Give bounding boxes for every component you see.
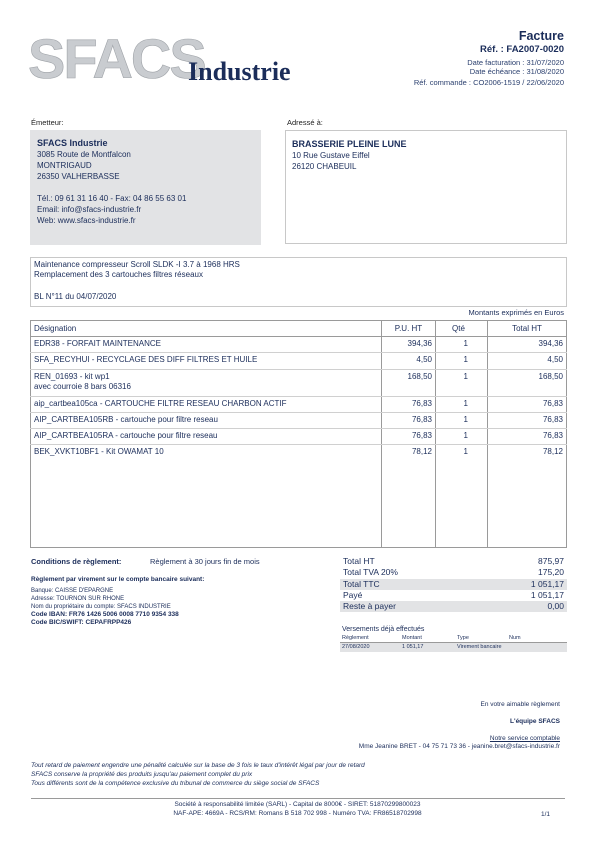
issuer-label: Émetteur: xyxy=(31,118,64,127)
issuer-address-line: MONTRIGAUD xyxy=(37,161,92,170)
total-row xyxy=(340,579,567,590)
issuer-email: Email: info@sfacs-industrie.fr xyxy=(37,205,142,214)
recipient-name: BRASSERIE PLEINE LUNE xyxy=(292,139,407,149)
accounting-service: Notre service comptable xyxy=(489,735,560,742)
issuer-box xyxy=(30,130,261,245)
column-header-unit-price: P.U. HT xyxy=(382,321,436,337)
payments-header: Type xyxy=(455,635,507,643)
cell-quantity: 1 xyxy=(436,445,488,548)
cell-quantity: 1 xyxy=(436,370,488,397)
accounting-contact: Mme Jeanine BRET - 04 75 71 73 36 - jeanine.bret@sfacs-industrie.fr xyxy=(358,743,560,750)
cell-quantity: 1 xyxy=(436,397,488,413)
document-title: Facture xyxy=(518,29,564,43)
column-header-designation: Désignation xyxy=(31,321,382,337)
footer-divider xyxy=(31,798,565,799)
cell-total: 76,83 xyxy=(488,429,567,445)
recipient-address-line: 10 Rue Gustave Eiffel xyxy=(292,151,370,160)
payments-header-row xyxy=(340,635,567,643)
cell-unit-price: 4,50 xyxy=(382,353,436,370)
total-value: 175,20 xyxy=(538,567,564,578)
total-row xyxy=(340,567,567,578)
issuer-address-line: 26350 VALHERBASSE xyxy=(37,172,120,181)
total-value: 1 051,17 xyxy=(478,579,567,590)
legal-mention: SFACS conserve la propriété des produits jusqu'au paiement complet du prix xyxy=(31,771,253,778)
due-date: Date échéance : 31/08/2020 xyxy=(469,67,564,76)
table-row xyxy=(31,353,567,370)
cell-unit-price: 394,36 xyxy=(382,337,436,353)
invoice-reference: Réf. : FA2007-0020 xyxy=(480,44,564,55)
payment-terms-label: Conditions de règlement: xyxy=(31,557,122,566)
payments-header: Règlement xyxy=(340,635,400,643)
cell-designation: AIP_CARTBEA105RA - cartouche pour filtre reseau xyxy=(31,429,382,445)
table-row xyxy=(31,429,567,445)
bank-transfer-title: Règlement par virement sur le compte bancaire suivant: xyxy=(31,576,205,583)
object-line: Remplacement des 3 cartouches filtres réseaux xyxy=(34,270,203,279)
recipient-address-line: 26120 CHABEUIL xyxy=(292,162,357,171)
recipient-label: Adressé à: xyxy=(287,118,323,127)
legal-mention: Tous différents sont de la compétence exclusive du tribunal de commerce du siège social de SFACS xyxy=(31,780,320,787)
closing-greeting: En votre aimable règlement xyxy=(480,701,560,708)
total-label: Payé xyxy=(343,589,363,600)
payments-header: Num xyxy=(507,635,567,643)
total-row xyxy=(340,601,567,612)
total-row xyxy=(340,556,567,567)
cell-total: 78,12 xyxy=(488,445,567,548)
cell-designation-line: REN_01693 - kit wp1 xyxy=(34,372,110,381)
cell-designation: AIP_CARTBEA105RB - cartouche pour filtre reseau xyxy=(31,413,382,429)
payments-header: Montant xyxy=(400,635,455,643)
payment-date: 27/08/2020 xyxy=(340,643,400,653)
account-owner: Nom du propriétaire du compte: SFACS INDUSTRIE xyxy=(31,604,171,610)
table-row xyxy=(31,337,567,353)
payment-terms-value: Règlement à 30 jours fin de mois xyxy=(150,557,260,566)
cell-total: 76,83 xyxy=(488,413,567,429)
bank-name: Banque: CAISSE D'EPARGNE xyxy=(31,588,114,594)
totals-table xyxy=(340,556,567,612)
delivery-note: BL N°11 du 04/07/2020 xyxy=(34,292,117,301)
payments-table xyxy=(340,635,567,652)
bic-swift: Code BIC/SWIFT: CEPAFRPP426 xyxy=(31,619,132,626)
iban: Code IBAN: FR76 1426 5006 0008 7710 9354 338 xyxy=(31,611,179,618)
object-line: Maintenance compresseur Scroll SLDK -I 3.7 à 1968 HRS xyxy=(34,260,240,269)
cell-quantity: 1 xyxy=(436,337,488,353)
cell-designation: aip_cartbea105ca - CARTOUCHE FILTRE RESEAU CHARBON ACTIF xyxy=(31,397,382,413)
bank-address: Adresse: TOURNON SUR RHONE xyxy=(31,596,125,602)
total-label: Total TVA 20% xyxy=(343,567,398,578)
cell-designation: BEK_XVKT10BF1 - Kit OWAMAT 10 xyxy=(31,445,382,548)
total-value: 1 051,17 xyxy=(530,589,564,600)
total-label: Total HT xyxy=(343,556,375,566)
logo-sub-text: Industrie xyxy=(188,57,291,86)
cell-quantity: 1 xyxy=(436,429,488,445)
invoice-object xyxy=(30,257,567,307)
cell-unit-price: 78,12 xyxy=(382,445,436,548)
table-row xyxy=(31,413,567,429)
table-row xyxy=(31,445,567,548)
order-reference: Réf. commande : CO2006-1519 / 22/06/2020 xyxy=(413,78,564,87)
column-header-total: Total HT xyxy=(488,321,567,337)
cell-designation: SFA_RECYHUI - RECYCLAGE DES DIFF FILTRES ET HUILE xyxy=(31,353,382,370)
payment-num xyxy=(507,643,567,653)
footer-company-info: Société à responsabilité limitée (SARL) - Capital de 8000€ - SIRET: 51870299800023 xyxy=(174,801,421,808)
recipient-box xyxy=(285,130,567,244)
invoice-date: Date facturation : 31/07/2020 xyxy=(467,58,564,67)
currency-note: Montants exprimés en Euros xyxy=(468,308,564,317)
payment-amount: 1 051,17 xyxy=(400,643,455,653)
cell-quantity: 1 xyxy=(436,413,488,429)
total-row xyxy=(340,590,567,601)
issuer-address-line: 3085 Route de Montfalcon xyxy=(37,150,131,159)
issuer-website: Web: www.sfacs-industrie.fr xyxy=(37,216,136,225)
total-value: 875,97 xyxy=(538,556,564,566)
table-row xyxy=(31,397,567,413)
invoice-lines-table xyxy=(30,320,567,548)
cell-designation xyxy=(31,370,382,397)
cell-unit-price: 76,83 xyxy=(382,397,436,413)
page-number: 1/1 xyxy=(540,811,550,818)
footer-registration-info: NAF-APE: 4669A - RCS/RM: Romans B 518 702 998 - Numéro TVA: FR86518702998 xyxy=(173,810,422,817)
payment-type: Virement bancaire xyxy=(455,643,507,653)
table-row xyxy=(340,643,567,653)
cell-quantity: 1 xyxy=(436,353,488,370)
cell-unit-price: 76,83 xyxy=(382,429,436,445)
cell-unit-price: 168,50 xyxy=(382,370,436,397)
cell-total: 394,36 xyxy=(488,337,567,353)
cell-designation-line: avec courroie 8 bars 06316 xyxy=(34,382,131,391)
total-value: 0,00 xyxy=(478,601,567,612)
cell-total: 4,50 xyxy=(488,353,567,370)
cell-unit-price: 76,83 xyxy=(382,413,436,429)
cell-designation: EDR38 - FORFAIT MAINTENANCE xyxy=(31,337,382,353)
column-header-quantity: Qté xyxy=(436,321,488,337)
table-header-row xyxy=(31,321,567,337)
payments-title: Versements déjà effectués xyxy=(342,626,425,633)
legal-mention: Tout retard de paiement engendre une pénalité calculée sur la base de 3 fois le taux d'intérêt légal par jour de retard xyxy=(31,762,365,769)
cell-total: 76,83 xyxy=(488,397,567,413)
company-logo xyxy=(28,28,313,98)
cell-total: 168,50 xyxy=(488,370,567,397)
table-row xyxy=(31,370,567,397)
logo-main-text: SFACS xyxy=(28,28,205,90)
issuer-phone: Tél.: 09 61 31 16 40 - Fax: 04 86 55 63 01 xyxy=(37,194,187,203)
total-label: Reste à payer xyxy=(340,601,478,612)
issuer-name: SFACS Industrie xyxy=(37,138,108,148)
signature-team: L'équipe SFACS xyxy=(510,718,560,725)
total-label: Total TTC xyxy=(340,579,478,590)
